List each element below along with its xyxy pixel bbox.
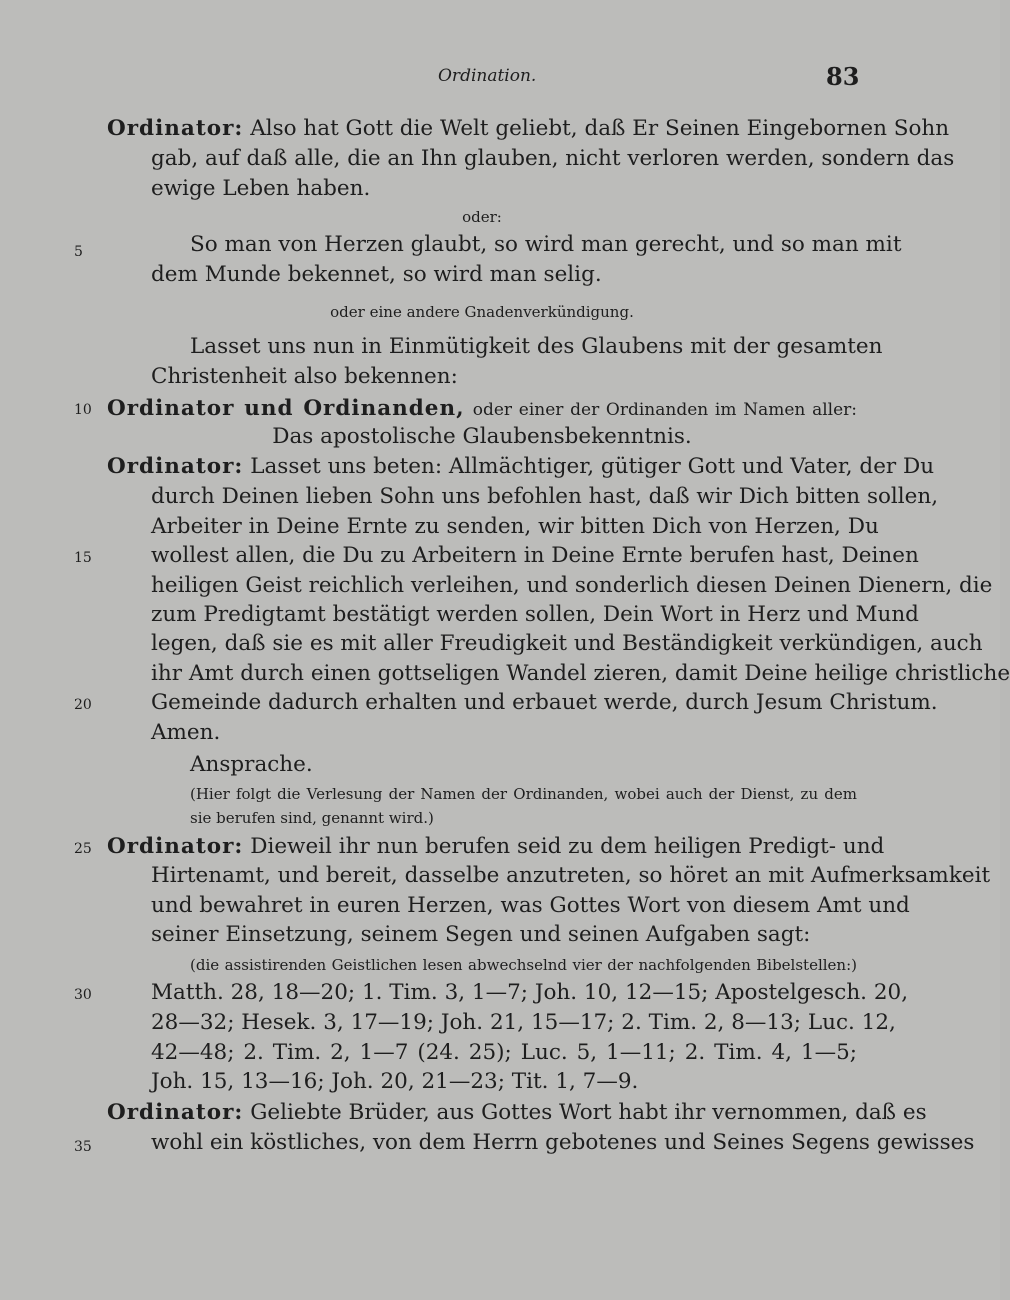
page-header bbox=[0, 62, 1000, 92]
text-line: Christenheit also bekennen: bbox=[151, 364, 458, 389]
line-number-25: 25 bbox=[74, 841, 92, 857]
line-text: Also hat Gott die Welt geliebt, daß Er Seinen Eingebornen Sohn bbox=[250, 116, 950, 141]
text-line: durch Deinen lieben Sohn uns befohlen hast, daß wir Dich bitten sollen, bbox=[151, 484, 939, 509]
text-line: Gemeinde dadurch erhalten und erbauet werde, durch Jesum Christum. bbox=[151, 690, 938, 715]
text-line: Amen. bbox=[151, 720, 221, 745]
speaker-label: Ordinator und Ordinanden, bbox=[107, 396, 465, 421]
text-line: zum Predigtamt bestätigt werden sollen, Dein Wort in Herz und Mund bbox=[151, 602, 919, 627]
rubric-note: (die assistirenden Geistlichen lesen abwechselnd vier der nachfolgenden Bibelstellen:) bbox=[190, 956, 857, 974]
line-number-10: 10 bbox=[74, 402, 92, 418]
speaker-label: Ordinator: bbox=[107, 1100, 244, 1125]
scripture-refs: 28—32; Hesek. 3, 17—19; Joh. 21, 15—17; 2. Tim. 2, 8—13; Luc. 12, bbox=[151, 1010, 896, 1035]
text-line: Hirtenamt, und bereit, dasselbe anzutreten, so höret an mit Aufmerksamkeit bbox=[151, 863, 991, 888]
line-number-35: 35 bbox=[74, 1139, 92, 1155]
line-number-30: 30 bbox=[74, 987, 92, 1003]
rubric-note: oder einer der Ordinanden im Namen aller: bbox=[472, 400, 857, 420]
line-text: Lasset uns beten: Allmächtiger, gütiger Gott und Vater, der Du bbox=[250, 454, 935, 479]
rubric-note: (Hier folgt die Verlesung der Namen der Ordinanden, wobei auch der Dienst, zu dem bbox=[190, 785, 857, 803]
line-number-15: 15 bbox=[74, 550, 92, 566]
text-line: So man von Herzen glaubt, so wird man gerecht, und so man mit bbox=[190, 232, 902, 257]
rubric-note: oder eine andere Gnadenverkündigung. bbox=[330, 303, 634, 321]
connector-oder: oder: bbox=[462, 208, 502, 226]
section-heading: Ansprache. bbox=[190, 752, 313, 777]
speaker-label: Ordinator: bbox=[107, 116, 244, 141]
line-text: Dieweil ihr nun berufen seid zu dem heiligen Predigt- und bbox=[250, 834, 885, 859]
text-line bbox=[107, 1098, 927, 1128]
text-line: wollest allen, die Du zu Arbeitern in Deine Ernte berufen hast, Deinen bbox=[151, 543, 919, 568]
scripture-refs: 42—48; 2. Tim. 2, 1—7 (24. 25); Luc. 5, 1—11; 2. Tim. 4, 1—5; bbox=[151, 1040, 857, 1065]
line-number-5: 5 bbox=[74, 244, 83, 260]
running-title: Ordination. bbox=[438, 66, 537, 86]
text-line: ewige Leben haben. bbox=[151, 176, 371, 201]
text-line bbox=[107, 452, 935, 482]
line-number-20: 20 bbox=[74, 697, 92, 713]
section-heading: Das apostolische Glaubensbekenntnis. bbox=[272, 424, 692, 449]
scripture-refs: Matth. 28, 18—20; 1. Tim. 3, 1—7; Joh. 10, 12—15; Apostelgesch. 20, bbox=[151, 980, 909, 1005]
text-line: wohl ein köstliches, von dem Herrn gebotenes und Seines Segens gewisses bbox=[151, 1130, 975, 1155]
line-text: Geliebte Brüder, aus Gottes Wort habt ihr vernommen, daß es bbox=[250, 1100, 927, 1125]
speaker-label: Ordinator: bbox=[107, 454, 244, 479]
text-line: und bewahret in euren Herzen, was Gottes Wort von diesem Amt und bbox=[151, 893, 910, 918]
rubric-note: sie berufen sind, genannt wird.) bbox=[190, 809, 434, 827]
text-line: gab, auf daß alle, die an Ihn glauben, nicht verloren werden, sondern das bbox=[151, 146, 955, 171]
text-line bbox=[107, 394, 857, 424]
text-line: dem Munde bekennet, so wird man selig. bbox=[151, 262, 602, 287]
speaker-label: Ordinator: bbox=[107, 834, 244, 859]
page-number: 83 bbox=[826, 62, 860, 91]
text-line: seiner Einsetzung, seinem Segen und seinen Aufgaben sagt: bbox=[151, 922, 811, 947]
text-line bbox=[107, 114, 950, 144]
text-line: Lasset uns nun in Einmütigkeit des Glaubens mit der gesamten bbox=[190, 334, 883, 359]
text-line: Arbeiter in Deine Ernte zu senden, wir bitten Dich von Herzen, Du bbox=[151, 514, 879, 539]
text-line: heiligen Geist reichlich verleihen, und sonderlich diesen Deinen Dienern, die bbox=[151, 573, 993, 598]
text-line: ihr Amt durch einen gottseligen Wandel zieren, damit Deine heilige christliche bbox=[151, 661, 1010, 686]
text-line bbox=[107, 832, 885, 862]
scripture-refs: Joh. 15, 13—16; Joh. 20, 21—23; Tit. 1, 7—9. bbox=[151, 1069, 639, 1094]
text-line: legen, daß sie es mit aller Freudigkeit und Beständigkeit verkündigen, auch bbox=[151, 631, 983, 656]
